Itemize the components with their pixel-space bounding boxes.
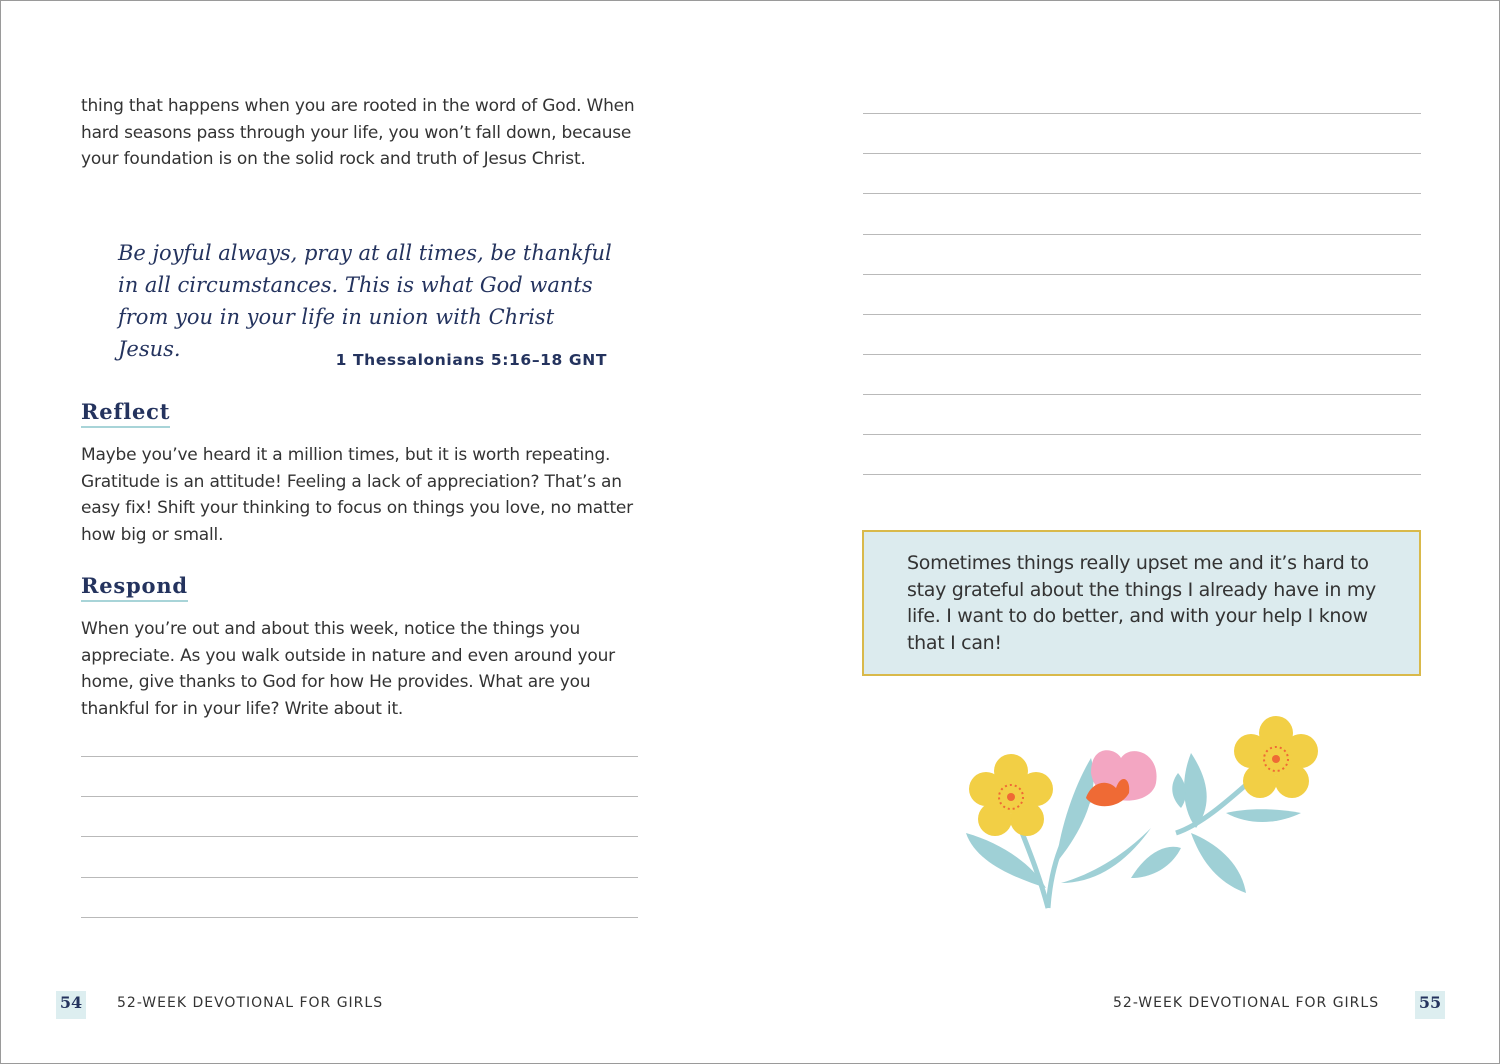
writing-line [81, 796, 638, 797]
respond-heading: Respond [81, 573, 188, 602]
writing-line [863, 354, 1421, 355]
page-number-left: 54 [56, 991, 86, 1019]
intro-paragraph: thing that happens when you are rooted in the word of God. When hard seasons pass through your life, you won’t fall down, because your foundation is on the solid rock and truth of Jesus Christ. [81, 96, 635, 169]
left-page [1, 1, 751, 1064]
scripture-quote [118, 237, 618, 365]
footer-title-right: 52-WEEK DEVOTIONAL FOR GIRLS [1113, 995, 1380, 1011]
writing-line [81, 756, 638, 757]
quote-line: in all circumstances. This is what God wants [118, 273, 593, 297]
writing-line [863, 153, 1421, 154]
quote-line: from you in your life in union with Christ Jesus. [118, 305, 555, 361]
scripture-reference: 1 Thessalonians 5:16–18 GNT [335, 351, 607, 369]
writing-line [863, 434, 1421, 435]
writing-line [863, 113, 1421, 114]
prayer-text: Sometimes things really upset me and it’s hard to stay grateful about the things I already have in my life. I want to do better, and with your help I know that I can! [907, 552, 1376, 654]
writing-line [863, 193, 1421, 194]
footer-title-left: 52-WEEK DEVOTIONAL FOR GIRLS [117, 995, 384, 1011]
reflect-heading: Reflect [81, 399, 170, 428]
respond-paragraph: When you’re out and about this week, notice the things you appreciate. As you walk outside in nature and even around your home, give thanks to God for how He provides. What are you thankful for in your life? Write about it. [81, 619, 615, 719]
writing-line [81, 836, 638, 837]
writing-line [863, 394, 1421, 395]
writing-line [863, 474, 1421, 475]
page-number-right: 55 [1415, 991, 1445, 1019]
writing-line [81, 917, 638, 918]
prayer-box [862, 530, 1421, 676]
reflect-paragraph: Maybe you’ve heard it a million times, but it is worth repeating. Gratitude is an attitude! Feeling a lack of appreciation? That’s an easy fix! Shift your thinking to focus on things you love, no matter how big or small. [81, 445, 633, 545]
floral-illustration [956, 713, 1326, 913]
writing-line [863, 314, 1421, 315]
quote-line: Be joyful always, pray at all times, be thankful [118, 241, 612, 265]
writing-line [81, 877, 638, 878]
writing-line [863, 274, 1421, 275]
writing-line [863, 234, 1421, 235]
